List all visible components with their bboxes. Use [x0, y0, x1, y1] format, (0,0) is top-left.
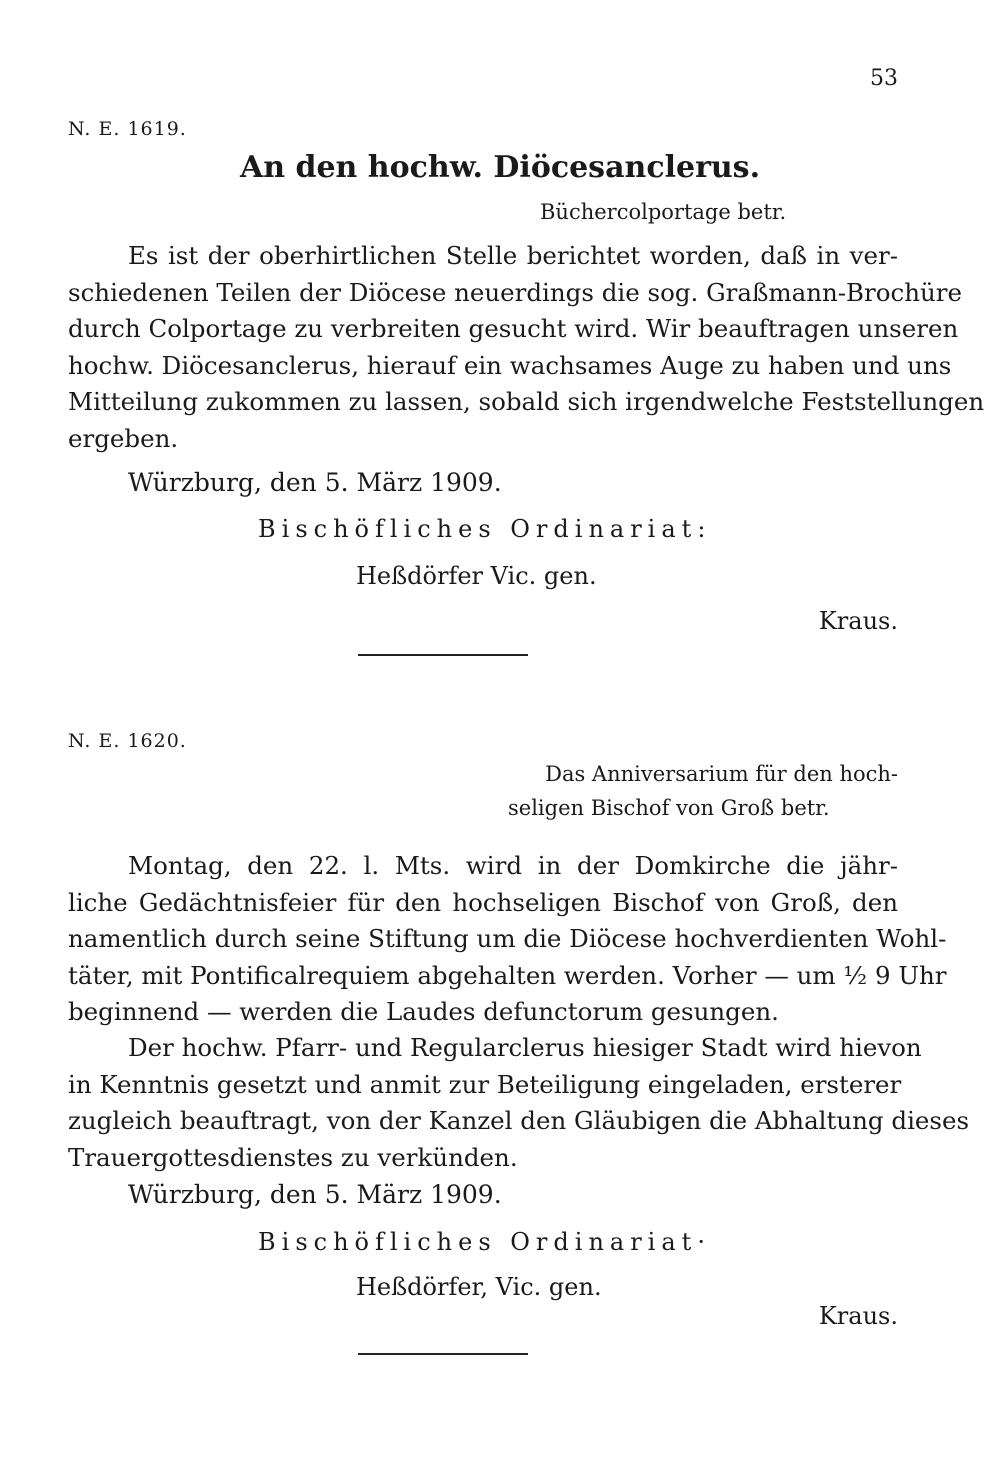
section-2-subject-line-1: Das Anniversarium für den hoch-: [545, 762, 898, 786]
text-line: durch Colportage zu verbreiten gesucht wird. Wir beauftragen unseren: [68, 314, 959, 343]
section-1-office: Bischöfliches Ordinariat:: [258, 515, 712, 543]
section-1-signatory: Heßdörfer Vic. gen.: [356, 562, 597, 590]
text-line: täter, mit Pontificalrequiem abgehalten werden. Vorher — um ½ 9 Uhr: [68, 960, 947, 990]
section-2-reference: N. E. 1620.: [68, 730, 187, 752]
text-line: in Kenntnis gesetzt und anmit zur Beteiligung eingeladen, ersterer: [68, 1069, 902, 1099]
section-divider: [358, 1353, 528, 1355]
section-2-secretary: Kraus.: [818, 1302, 898, 1330]
text-line: hochw. Diöcesanclerus, hierauf ein wachsames Auge zu haben und uns: [68, 350, 952, 380]
text-line: namentlich durch seine Stiftung um die Diöcese hochverdienten Wohl-: [68, 924, 947, 953]
section-2-office: Bischöfliches Ordinariat·: [258, 1228, 711, 1256]
text-line: Es ist der oberhirtlichen Stelle berichtet worden, daß in ver-: [128, 241, 898, 270]
section-2-paragraph-2: [68, 1030, 970, 1176]
section-1-paragraph-1: [68, 238, 985, 457]
section-1-secretary: Kraus.: [818, 607, 898, 635]
text-line: zugleich beauftragt, von der Kanzel den Gläubigen die Abhaltung dieses: [68, 1106, 970, 1135]
text-line: schiedenen Teilen der Diöcese neuerdings die sog. Graßmann-Brochüre: [68, 277, 962, 307]
text-line: Mitteilung zukommen zu lassen, sobald sich irgendwelche Feststellungen: [68, 387, 985, 416]
section-2-paragraph-1: [68, 848, 947, 1031]
text-line: Montag, den 22. l. Mts. wird in der Domkirche die jähr-: [128, 851, 898, 880]
section-2-signatory: Heßdörfer, Vic. gen.: [356, 1273, 602, 1301]
section-2-date: Würzburg, den 5. März 1909.: [128, 1180, 502, 1209]
text-line: Trauergottesdienstes zu verkünden.: [68, 1142, 518, 1172]
text-line: ergeben.: [68, 423, 179, 453]
section-divider: [358, 654, 528, 656]
page-number: 53: [870, 66, 898, 91]
text-line: beginnend — werden die Laudes defunctorum gesungen.: [68, 997, 779, 1026]
section-2-subject-line-2: seligen Bischof von Groß betr.: [508, 796, 830, 820]
text-line: liche Gedächtnisfeier für den hochseligen Bischof von Groß, den: [68, 887, 898, 917]
section-1-title: An den hochw. Diöcesanclerus.: [239, 150, 761, 185]
section-1-reference: N. E. 1619.: [68, 118, 187, 140]
section-1-date: Würzburg, den 5. März 1909.: [128, 468, 502, 497]
text-line: Der hochw. Pfarr- und Regularclerus hiesiger Stadt wird hievon: [128, 1033, 922, 1062]
section-1-subject: Büchercolportage betr.: [540, 200, 787, 224]
